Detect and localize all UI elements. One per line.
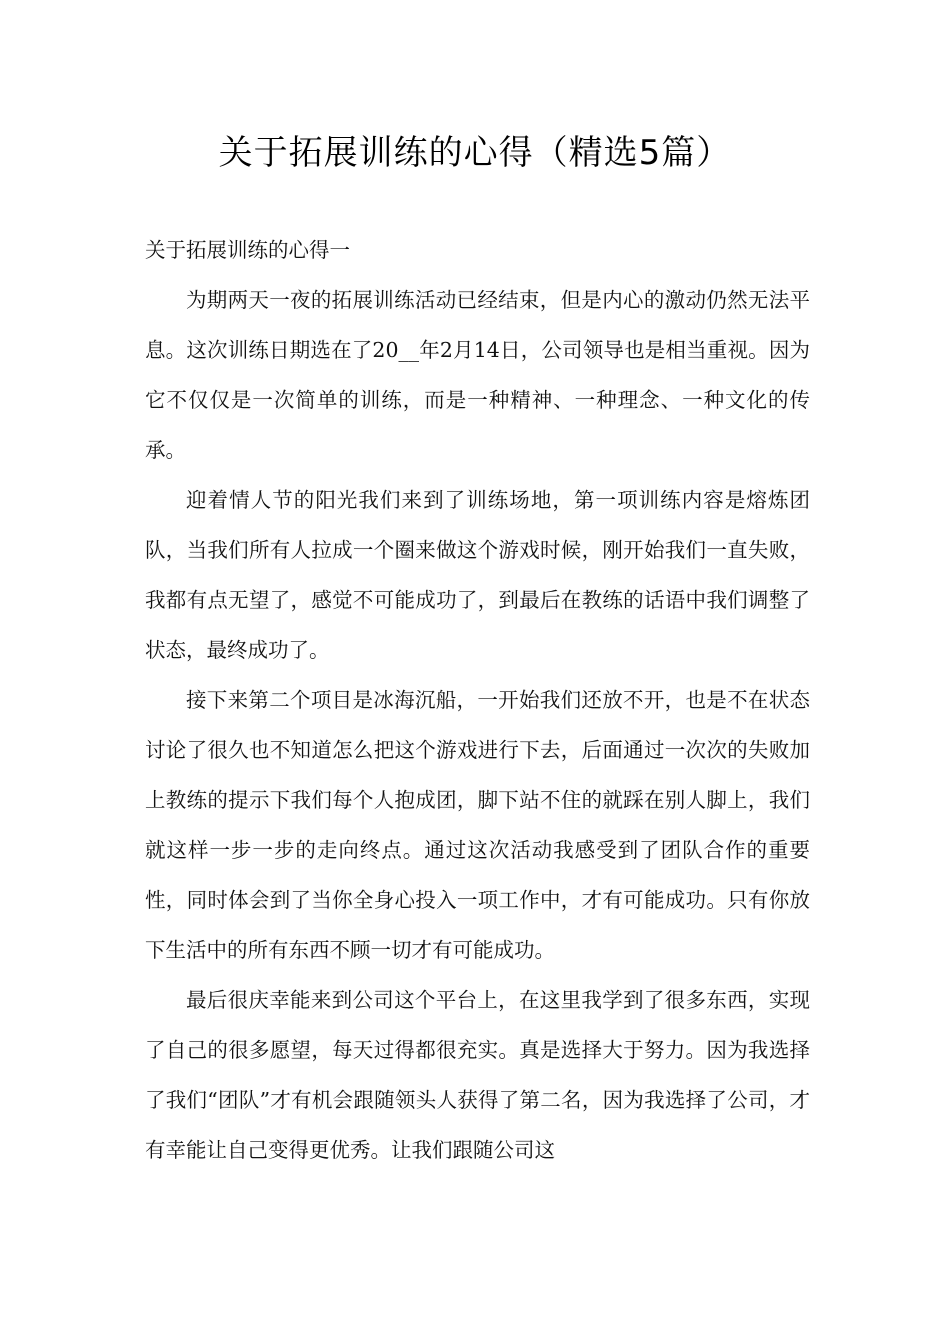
paragraph-2: 迎着情人节的阳光我们来到了训练场地，第一项训练内容是熔炼团队，当我们所有人拉成一个圈来做这个游戏时候，刚开始我们一直失败，我都有点无望了，感觉不可能成功了，到最后在教练的话语中我们调整了状态，最终成功了。: [145, 488, 810, 662]
paragraph-3: 接下来第二个项目是冰海沉船，一开始我们还放不开，也是不在状态讨论了很久也不知道怎么把这个游戏进行下去，后面通过一次次的失败加上教练的提示下我们每个人抱成团，脚下站不住的就踩在别人脚上，我们就这样一步一步的走向终点。通过这次活动我感受到了团队合作的重要性，同时体会到了当你全身心投入一项工作中，才有可能成功。只有你放下生活中的所有东西不顾一切才有可能成功。: [145, 688, 810, 962]
paragraph-4: 最后很庆幸能来到公司这个平台上，在这里我学到了很多东西，实现了自己的很多愿望，每天过得都很充实。真是选择大于努力。因为我选择了我们“团队”才有机会跟随领头人获得了第二名，因为我选择了公司，才有幸能让自己变得更优秀。让我们跟随公司这: [145, 988, 810, 1162]
document-body: [145, 225, 810, 1175]
section-heading: 关于拓展训练的心得一: [145, 238, 350, 262]
paragraph-1: 为期两天一夜的拓展训练活动已经结束，但是内心的激动仍然无法平息。这次训练日期选在了20__年2月14日，公司领导也是相当重视。因为它不仅仅是一次简单的训练，而是一种精神、一种理念、一种文化的传承。: [145, 288, 810, 462]
document-title: 关于拓展训练的心得（精选5篇）: [218, 133, 732, 173]
